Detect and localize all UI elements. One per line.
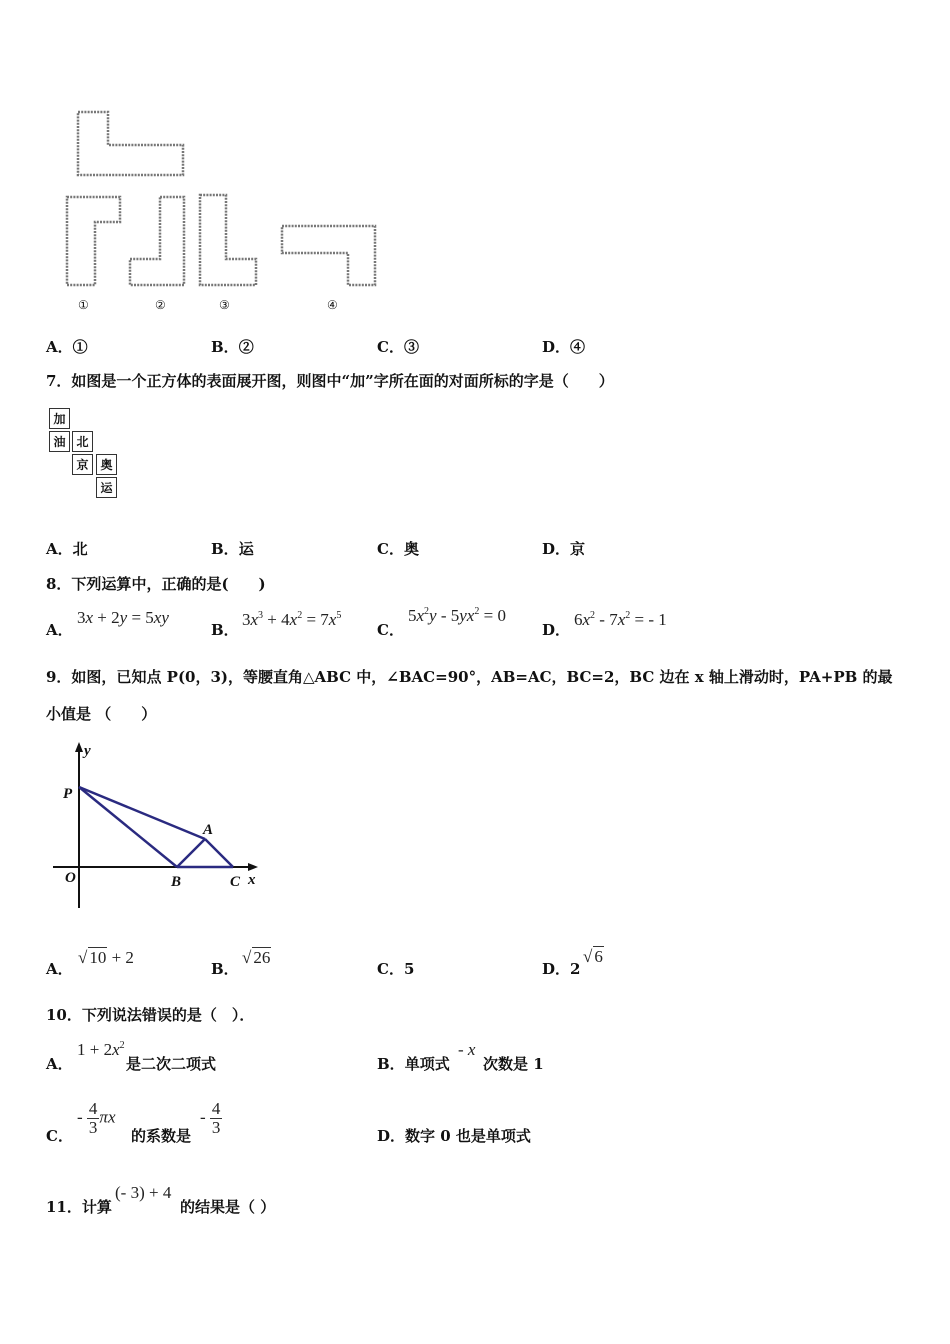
q9-option-c[interactable]: C．5 <box>377 960 415 978</box>
q10-option-c[interactable]: C． <box>46 1127 73 1145</box>
q6-shapes-figure <box>60 105 390 320</box>
q10-option-a-text: 是二次二项式 <box>126 1055 217 1073</box>
q7-option-d[interactable]: D．京 <box>542 540 586 558</box>
q7-net-cell: 加 <box>49 408 70 429</box>
q6-shape-4 <box>282 226 375 285</box>
q6-reference-shape <box>78 112 183 175</box>
q6-shape-label-1: ① <box>78 298 89 312</box>
q10-stem: 10．下列说法错误的是（ ）． <box>46 1006 255 1024</box>
q6-shape-3 <box>200 195 256 285</box>
q10-option-a-math: $1 + 2x^2$ <box>77 1040 125 1059</box>
q8-stem: 8．下列运算中，正确的是( ) <box>46 575 266 593</box>
q9-option-a[interactable]: A． <box>46 960 73 978</box>
q9-y-arrow <box>75 742 83 752</box>
q9-label-b: B <box>171 874 182 890</box>
q7-option-b[interactable]: B．运 <box>211 540 254 558</box>
q9-option-b-math: √ 26 <box>242 948 271 967</box>
q9-option-d-math: √ 6 <box>583 947 603 966</box>
q6-shape-2 <box>130 197 184 285</box>
q8-option-b[interactable]: B． <box>211 621 239 639</box>
q7-net-cell: 北 <box>72 431 93 452</box>
q9-segment-ac <box>205 839 233 867</box>
q9-segment-pb <box>79 787 177 867</box>
q10-option-b-text-after: 次数是 1 <box>483 1055 544 1073</box>
q6-option-c[interactable]: C．③ <box>377 338 419 356</box>
q6-shape-label-4: ④ <box>327 298 338 312</box>
q11-math: (- 3) + 4 <box>115 1183 172 1202</box>
q6-option-b[interactable]: B．② <box>211 338 254 356</box>
q8-option-a[interactable]: A． <box>46 621 73 639</box>
q7-net-cell: 奥 <box>96 454 117 475</box>
q8-option-b-math: $3x^3 + 4x^2 = 7x^5$ <box>242 610 342 629</box>
q10-option-c-text: 的系数是 <box>131 1127 192 1145</box>
q9-label-a: A <box>203 822 214 838</box>
q6-option-a[interactable]: A．① <box>46 338 88 356</box>
q11-stem-before: 11．计算 <box>46 1198 112 1216</box>
q8-option-c-math: $5x^2y - 5yx^2 = 0$ <box>408 606 506 625</box>
q10-option-b-math: - x <box>458 1040 476 1059</box>
q7-option-a[interactable]: A．北 <box>46 540 88 558</box>
q10-option-c-math: - $\frac{4}{3}$ πx <box>77 1099 116 1137</box>
q9-label-o: O <box>65 870 76 886</box>
q9-label-c: C <box>230 874 241 890</box>
q7-net-cell: 京 <box>72 454 93 475</box>
q10-option-b[interactable]: B．单项式 <box>377 1055 450 1073</box>
q6-option-d[interactable]: D．④ <box>542 338 586 356</box>
q10-option-d[interactable]: D．数字 0 也是单项式 <box>377 1127 531 1145</box>
q6-shape-1 <box>67 197 120 285</box>
q6-shape-label-3: ③ <box>219 298 230 312</box>
q9-label-y: y <box>84 743 91 759</box>
q9-option-d[interactable]: D．2 <box>542 960 581 978</box>
q8-option-a-math: 3x + 2y = 5xy <box>77 608 169 627</box>
q10-option-a[interactable]: A． <box>46 1055 73 1073</box>
q8-option-d[interactable]: D． <box>542 621 571 639</box>
q9-stem-line1: 9．如图，已知点 P(0，3)，等腰直角△ABC 中，∠BAC=90°，AB=AC，BC=2，BC 边在 x 轴上滑动时，PA+PB 的最 <box>46 668 893 686</box>
q7-stem: 7．如图是一个正方体的表面展开图，则图中“加”字所在面的对面所标的字是（ ） <box>46 372 614 390</box>
q10-option-c-value: - $\frac{4}{3}$ <box>200 1099 221 1137</box>
q9-option-b[interactable]: B． <box>211 960 239 978</box>
q9-label-p: P <box>63 786 73 802</box>
q9-segment-pa <box>79 787 205 839</box>
q7-option-c[interactable]: C．奥 <box>377 540 419 558</box>
q7-net-cell: 油 <box>49 431 70 452</box>
q8-option-c[interactable]: C． <box>377 621 404 639</box>
q7-cube-net <box>49 408 124 503</box>
q9-option-a-math: √ 10 + 2 <box>78 948 134 967</box>
q6-shape-label-2: ② <box>155 298 166 312</box>
q11-stem-after: 的结果是（ ） <box>180 1198 276 1216</box>
q7-net-cell: 运 <box>96 477 117 498</box>
q8-option-d-math: $6x^2 - 7x^2$ = - 1 <box>574 610 667 629</box>
q9-segment-ab <box>177 839 205 867</box>
q9-stem-line2: 小值是 （ ） <box>46 705 157 723</box>
q9-figure <box>48 738 268 913</box>
q9-label-x: x <box>248 872 256 888</box>
q9-x-arrow <box>248 863 258 871</box>
